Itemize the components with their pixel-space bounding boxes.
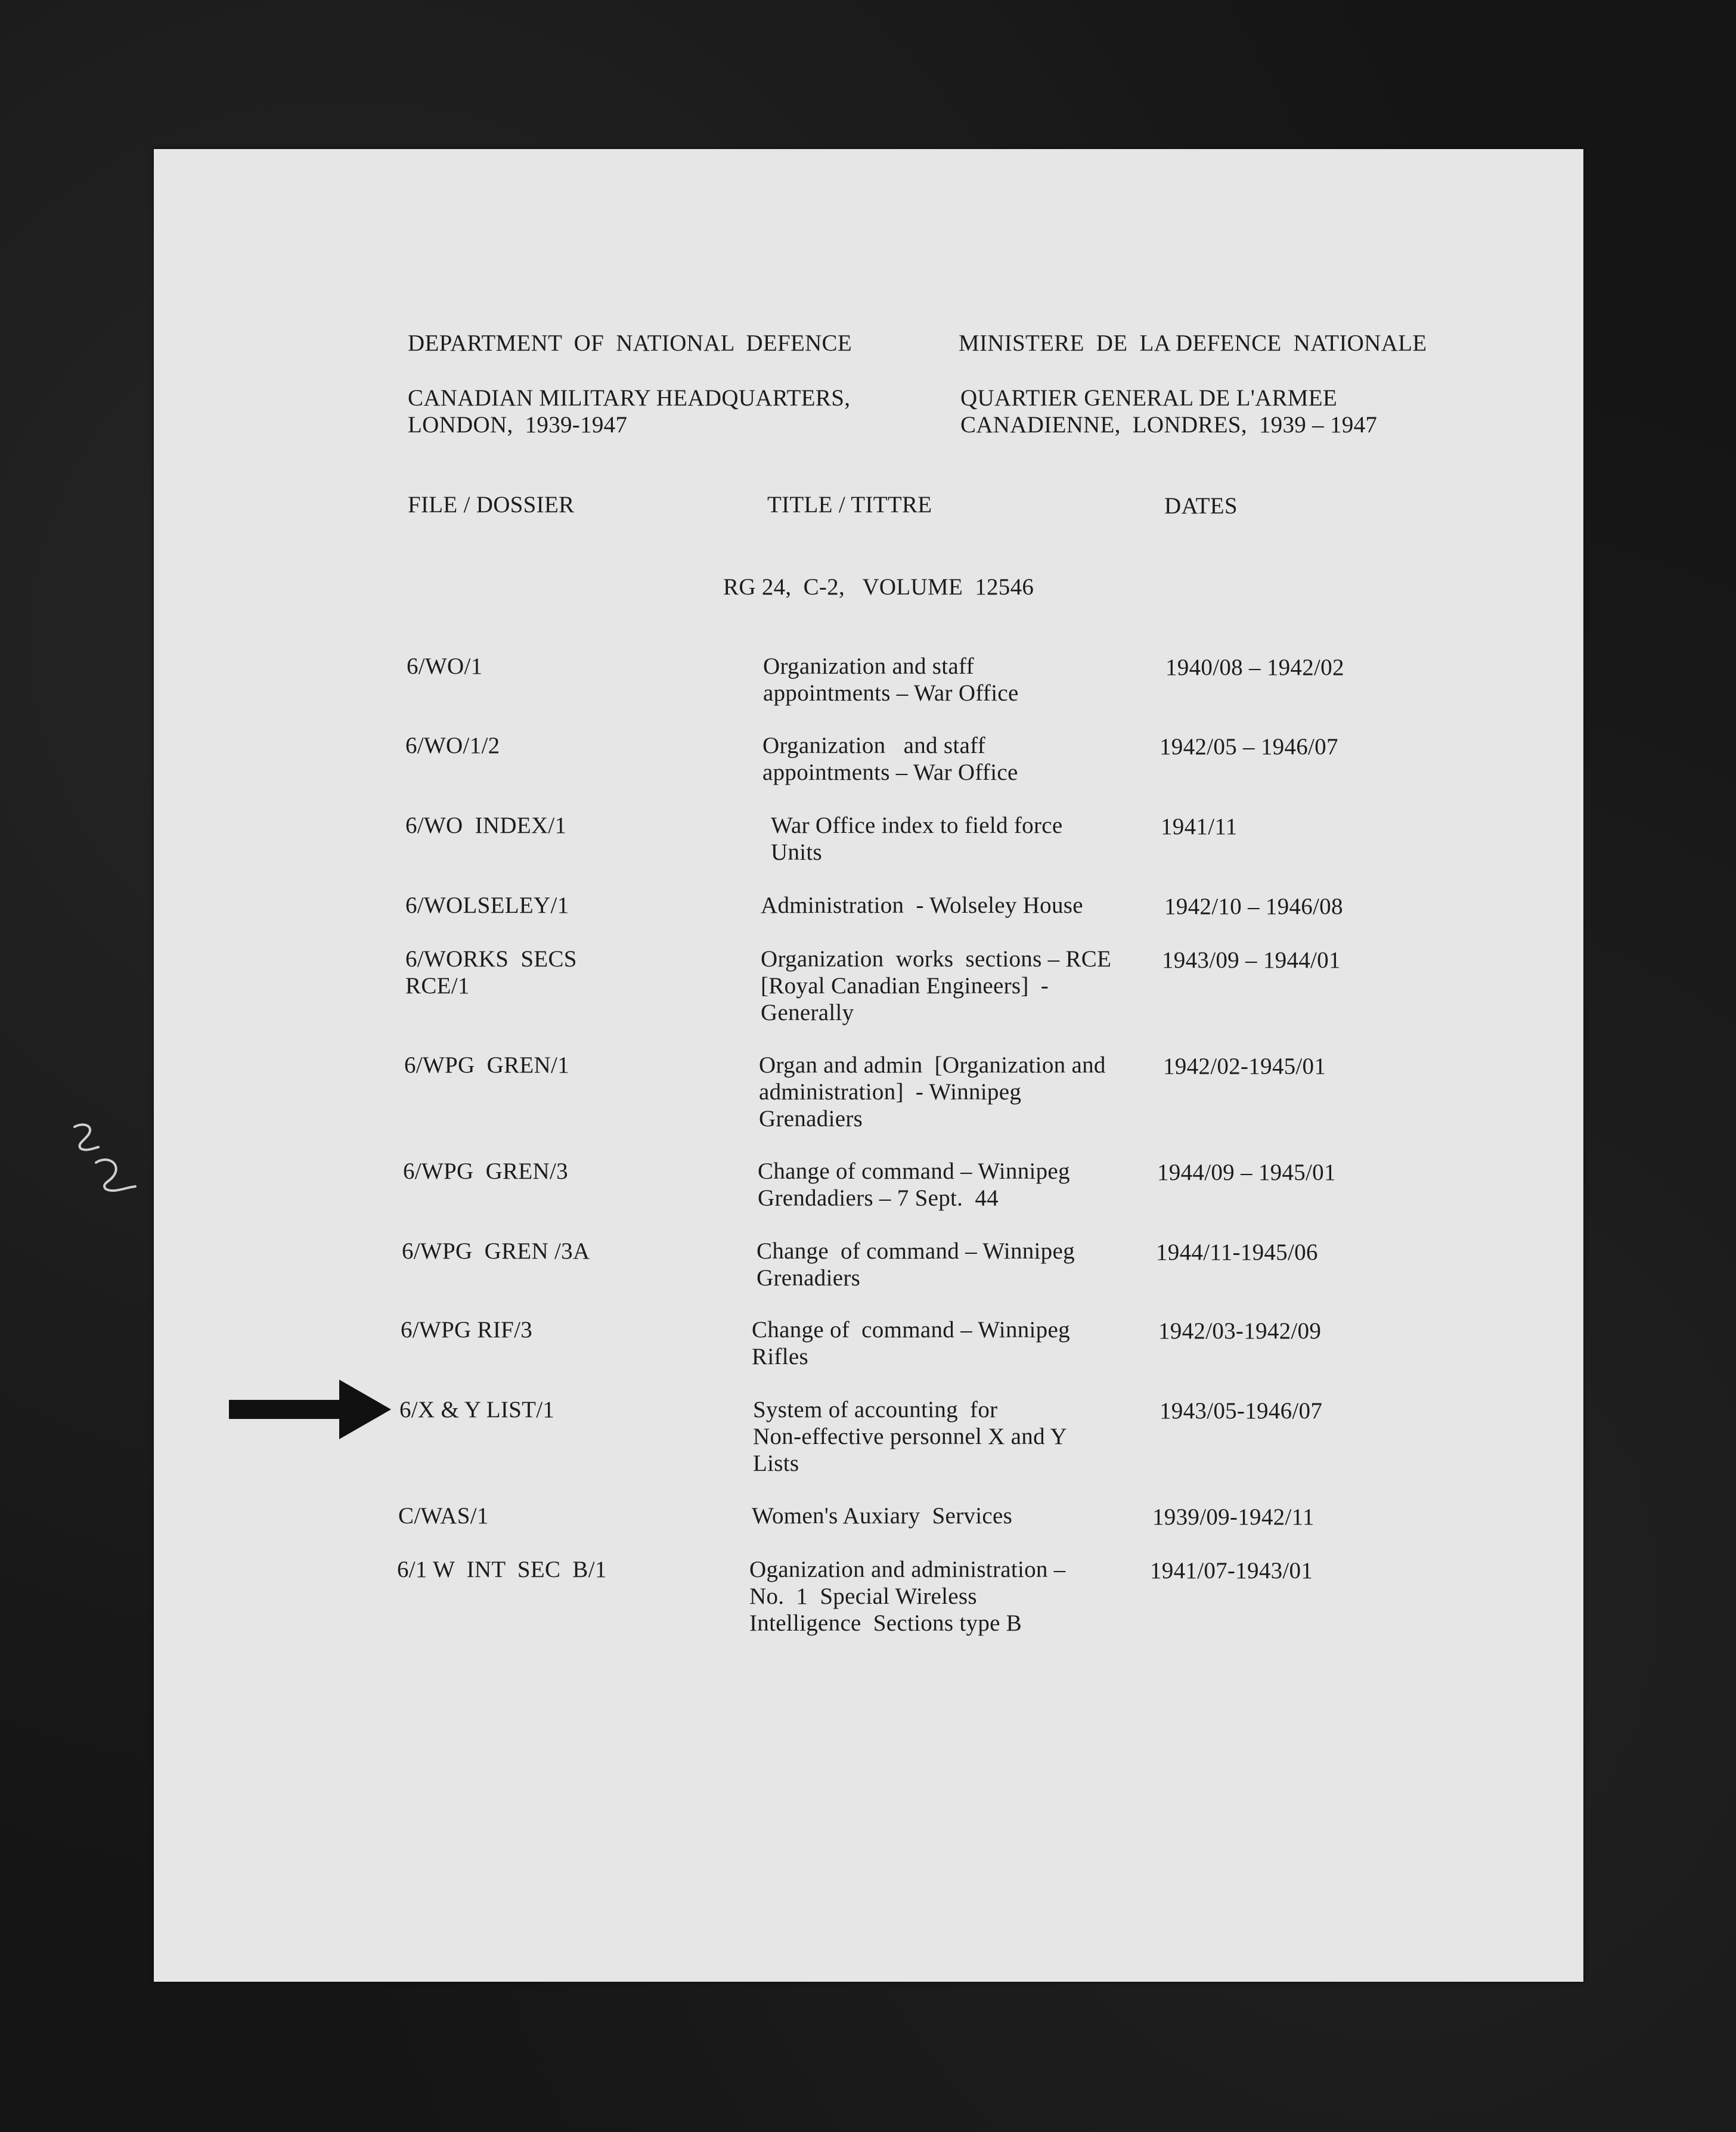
header-hq-fr-line2: CANADIENNE, LONDRES, 1939 – 1947: [960, 412, 1378, 438]
row-title: Change of command – Winnipeg: [758, 1158, 1070, 1184]
row-file: 6/1 W INT SEC B/1: [397, 1557, 607, 1582]
row-title: Organization works sections – RCE: [761, 946, 1112, 972]
header-hq-fr-line1: QUARTIER GENERAL DE L'ARMEE: [960, 385, 1338, 411]
row-file: 6/WPG GREN/3: [403, 1158, 568, 1184]
row-title: [Royal Canadian Engineers] -: [761, 973, 1049, 999]
row-dates: 1942/02-1945/01: [1163, 1053, 1326, 1079]
row-title: Units: [771, 839, 823, 865]
row-title: Organization and staff: [762, 733, 985, 758]
row-title: Grenadiers: [757, 1265, 861, 1291]
row-file: 6/WORKS SECS: [405, 946, 577, 972]
row-file: 6/WPG GREN/1: [404, 1052, 569, 1078]
row-title: No. 1 Special Wireless: [749, 1583, 977, 1609]
row-dates: 1940/08 – 1942/02: [1165, 655, 1344, 680]
row-dates: 1943/09 – 1944/01: [1162, 947, 1341, 973]
row-title: Oganization and administration –: [749, 1557, 1066, 1582]
row-dates: 1942/05 – 1946/07: [1160, 734, 1338, 760]
row-title: Rifles: [752, 1344, 808, 1369]
row-dates: 1942/03-1942/09: [1158, 1318, 1322, 1344]
row-dates: 1943/05-1946/07: [1160, 1398, 1323, 1424]
row-title: Organization and staff: [763, 653, 974, 679]
row-file: 6/WPG RIF/3: [401, 1317, 533, 1343]
row-title: administration] - Winnipeg: [759, 1079, 1022, 1105]
row-title: Grendadiers – 7 Sept. 44: [758, 1185, 999, 1211]
volume-reference: RG 24, C-2, VOLUME 12546: [723, 574, 1034, 600]
header-department-en: DEPARTMENT OF NATIONAL DEFENCE: [408, 330, 852, 356]
row-file-highlighted: 6/X & Y LIST/1: [399, 1397, 555, 1423]
row-title: Change of command – Winnipeg: [752, 1317, 1070, 1343]
row-file: 6/WOLSELEY/1: [405, 893, 569, 918]
row-title: appointments – War Office: [762, 760, 1018, 785]
row-file: RCE/1: [405, 973, 470, 999]
row-dates: 1944/11-1945/06: [1156, 1239, 1318, 1265]
row-title: Organ and admin [Organization and: [759, 1052, 1106, 1078]
row-dates: 1939/09-1942/11: [1152, 1504, 1315, 1530]
header-department-fr: MINISTERE DE LA DEFENCE NATIONALE: [959, 330, 1427, 356]
column-heading-dates: DATES: [1164, 493, 1238, 519]
handwritten-mark-icon: [63, 1121, 152, 1204]
row-title: War Office index to field force: [771, 813, 1063, 838]
arrow-right-icon: [229, 1380, 391, 1439]
row-title: Generally: [761, 1000, 854, 1025]
row-title: Administration - Wolseley House: [761, 893, 1083, 918]
row-file: 6/WO INDEX/1: [405, 813, 567, 838]
row-title: Intelligence Sections type B: [749, 1610, 1022, 1636]
row-title: appointments – War Office: [763, 680, 1019, 706]
row-title: Non-effective personnel X and Y: [753, 1424, 1067, 1449]
row-dates: 1942/10 – 1946/08: [1164, 894, 1343, 919]
row-file: 6/WO/1: [407, 653, 483, 679]
row-file: 6/WPG GREN /3A: [402, 1238, 590, 1264]
row-dates: 1944/09 – 1945/01: [1157, 1160, 1336, 1185]
row-title: System of accounting for: [753, 1397, 998, 1423]
row-title: Women's Auxiary Services: [752, 1503, 1013, 1529]
header-hq-en-line2: LONDON, 1939-1947: [408, 412, 628, 438]
row-title: Grenadiers: [759, 1106, 863, 1132]
row-title: Lists: [753, 1451, 799, 1476]
header-hq-en-line1: CANADIAN MILITARY HEADQUARTERS,: [408, 385, 851, 411]
column-heading-title: TITLE / TITTRE: [767, 492, 932, 517]
row-file: 6/WO/1/2: [405, 733, 500, 758]
row-title: Change of command – Winnipeg: [757, 1238, 1075, 1264]
column-heading-file: FILE / DOSSIER: [408, 492, 575, 517]
row-dates: 1941/07-1943/01: [1150, 1558, 1313, 1583]
row-file: C/WAS/1: [398, 1503, 489, 1529]
row-dates: 1941/11: [1161, 814, 1238, 839]
